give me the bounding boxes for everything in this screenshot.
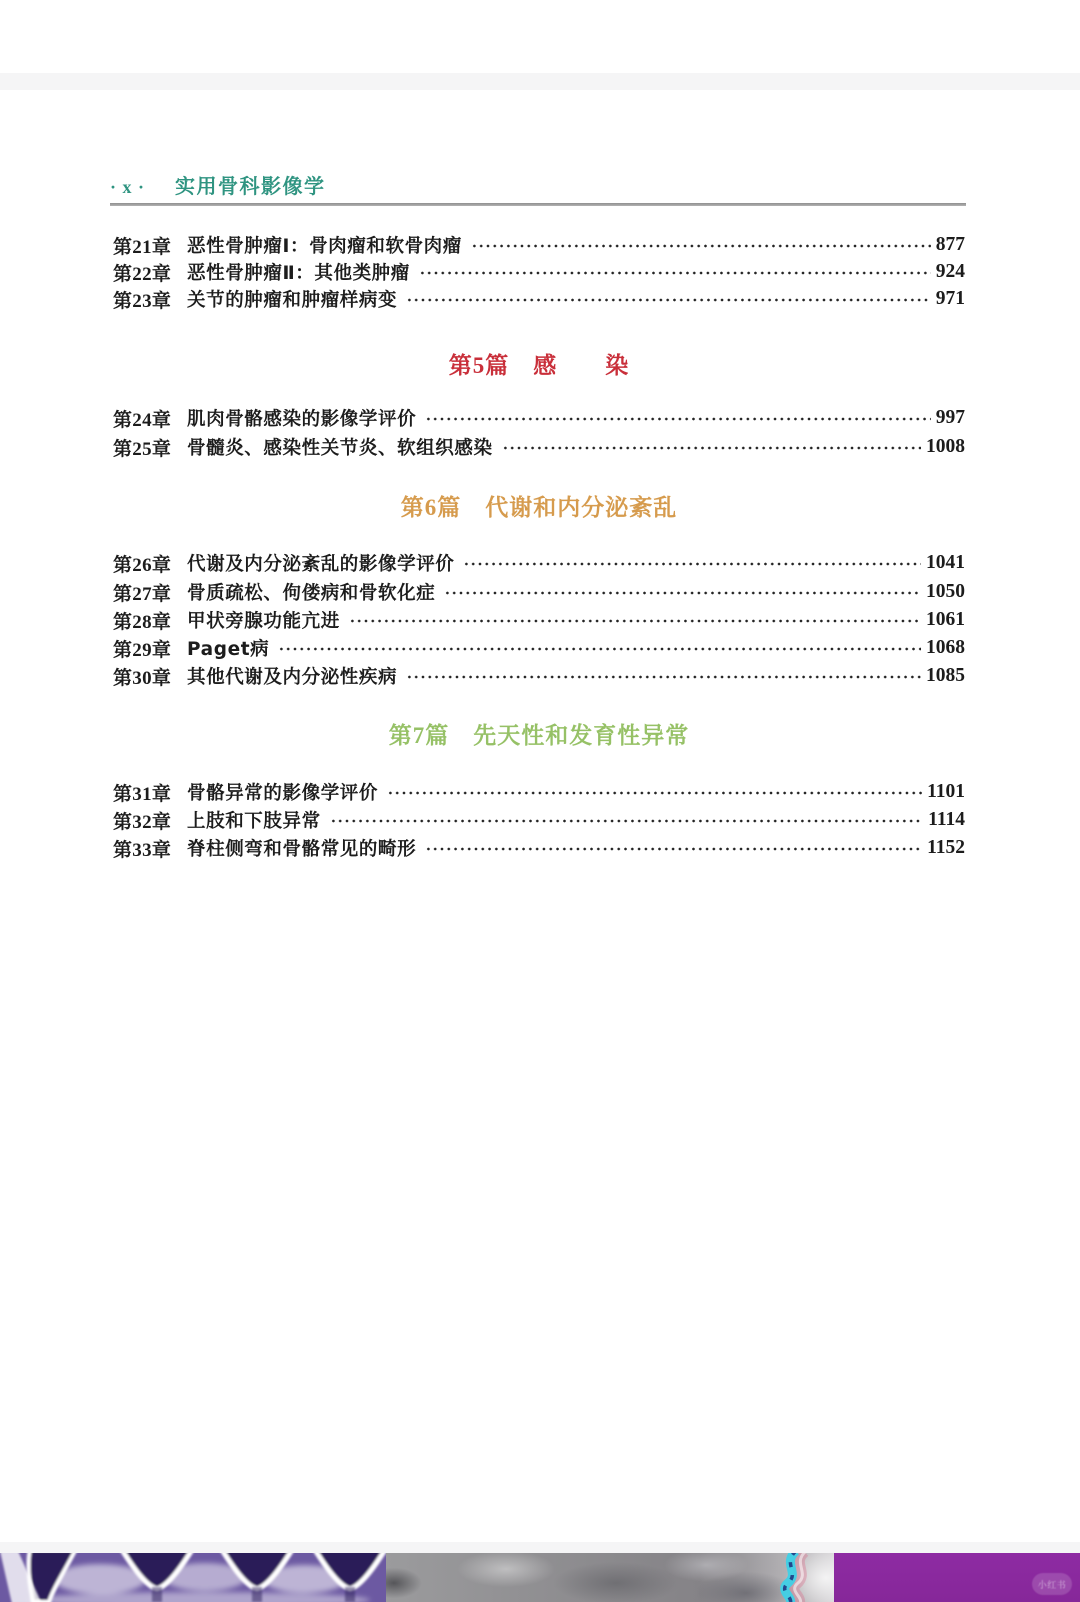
dot-leader [387, 791, 922, 795]
chapter-page: 1068 [926, 637, 965, 658]
toc-row [113, 286, 965, 312]
chapter-title: 其他代谢及内分泌性疾病 [187, 667, 398, 688]
toc-row [113, 835, 965, 861]
dot-leader [419, 271, 931, 275]
chapter-label: 第28章 [113, 611, 172, 633]
page-header [110, 170, 326, 199]
chapter-title: 骨髓炎、感染性关节炎、软组织感染 [187, 438, 493, 459]
chapter-label: 第32章 [113, 811, 172, 833]
bottom-gray-band [0, 1542, 1080, 1553]
toc-row [113, 232, 965, 258]
chapter-page: 1114 [928, 809, 965, 830]
chapter-page: 1008 [926, 436, 965, 457]
dot-leader [425, 847, 922, 851]
dot-leader [278, 647, 921, 651]
chapter-page: 877 [935, 234, 965, 255]
dot-leader [406, 298, 931, 302]
purple-color-block [834, 1553, 1080, 1602]
chapter-title: 骨骼异常的影像学评价 [187, 783, 379, 804]
section-heading-5 [113, 346, 965, 380]
chapter-page: 924 [935, 261, 965, 282]
chapter-title: 肌肉骨骼感染的影像学评价 [187, 409, 417, 430]
chapter-title: 代谢及内分泌紊乱的影像学评价 [187, 554, 455, 575]
chapter-label: 第27章 [113, 583, 172, 605]
chapter-label: 第30章 [113, 667, 172, 689]
chapter-label: 第26章 [113, 554, 172, 576]
chapter-title: 骨质疏松、佝偻病和骨软化症 [187, 583, 436, 604]
chapter-page: 1050 [926, 581, 965, 602]
chapter-label: 第25章 [113, 438, 172, 460]
chapter-page: 1101 [927, 781, 965, 802]
toc-row [113, 607, 965, 633]
chapter-title: 恶性骨肿瘤Ⅰ：骨肉瘤和软骨肉瘤 [187, 236, 462, 257]
chapter-label: 第24章 [113, 409, 172, 431]
chapter-label: 第31章 [113, 783, 172, 805]
chapter-title: 甲状旁腺功能亢进 [187, 611, 340, 632]
grayscale-radiograph-image [386, 1553, 834, 1602]
toc-row [113, 779, 965, 805]
section-label: 第5篇 [448, 352, 510, 378]
toc-row [113, 405, 965, 431]
chapter-page: 1041 [926, 552, 965, 573]
book-title: 实用骨科影像学 [175, 174, 326, 198]
dot-leader [330, 819, 923, 823]
chapter-page: 1085 [926, 665, 965, 686]
chapter-title: 关节的肿瘤和肿瘤样病变 [187, 290, 398, 311]
section-title: 先天性和发育性异常 [473, 722, 690, 748]
watermark-badge: 小红书 [1032, 1573, 1072, 1595]
chapter-page: 1152 [927, 837, 965, 858]
chapter-label: 第29章 [113, 639, 172, 661]
dot-leader [463, 562, 921, 566]
dot-leader [349, 619, 921, 623]
dot-leader [502, 446, 921, 450]
chapter-label: 第33章 [113, 839, 172, 861]
toc-row [113, 579, 965, 605]
toc-row [113, 663, 965, 689]
section-title: 感 染 [533, 352, 630, 378]
footer-image-strip [0, 1553, 1080, 1602]
section-title: 代谢和内分泌紊乱 [485, 494, 678, 520]
chapter-page: 1061 [926, 609, 965, 630]
chapter-title: 恶性骨肿瘤Ⅱ：其他类肿瘤 [187, 263, 410, 284]
top-gray-band [0, 73, 1080, 90]
section-heading-6 [113, 488, 965, 522]
chapter-page: 997 [935, 407, 965, 428]
section-label: 第6篇 [400, 494, 462, 520]
chapter-label: 第21章 [113, 236, 172, 258]
chapter-title: Paget病 [187, 639, 270, 660]
chapter-title: 脊柱侧弯和骨骼常见的畸形 [187, 839, 417, 860]
page-number-marker: · x · [110, 177, 146, 197]
chapter-label: 第22章 [113, 263, 172, 285]
header-rule [110, 203, 966, 206]
cyan-contour-lines [766, 1553, 826, 1602]
chapter-label: 第23章 [113, 290, 172, 312]
dot-leader [425, 417, 931, 421]
toc-row [113, 807, 965, 833]
section-label: 第7篇 [388, 722, 450, 748]
dot-leader [406, 675, 921, 679]
toc-row [113, 434, 965, 460]
section-heading-7 [113, 716, 965, 750]
toc-row [113, 259, 965, 285]
toc-row [113, 550, 965, 576]
dot-leader [471, 244, 931, 248]
toc-row [113, 635, 965, 661]
purple-bone-xray-image [0, 1553, 386, 1602]
chapter-page: 971 [935, 288, 965, 309]
dot-leader [444, 591, 921, 595]
chapter-title: 上肢和下肢异常 [187, 811, 321, 832]
